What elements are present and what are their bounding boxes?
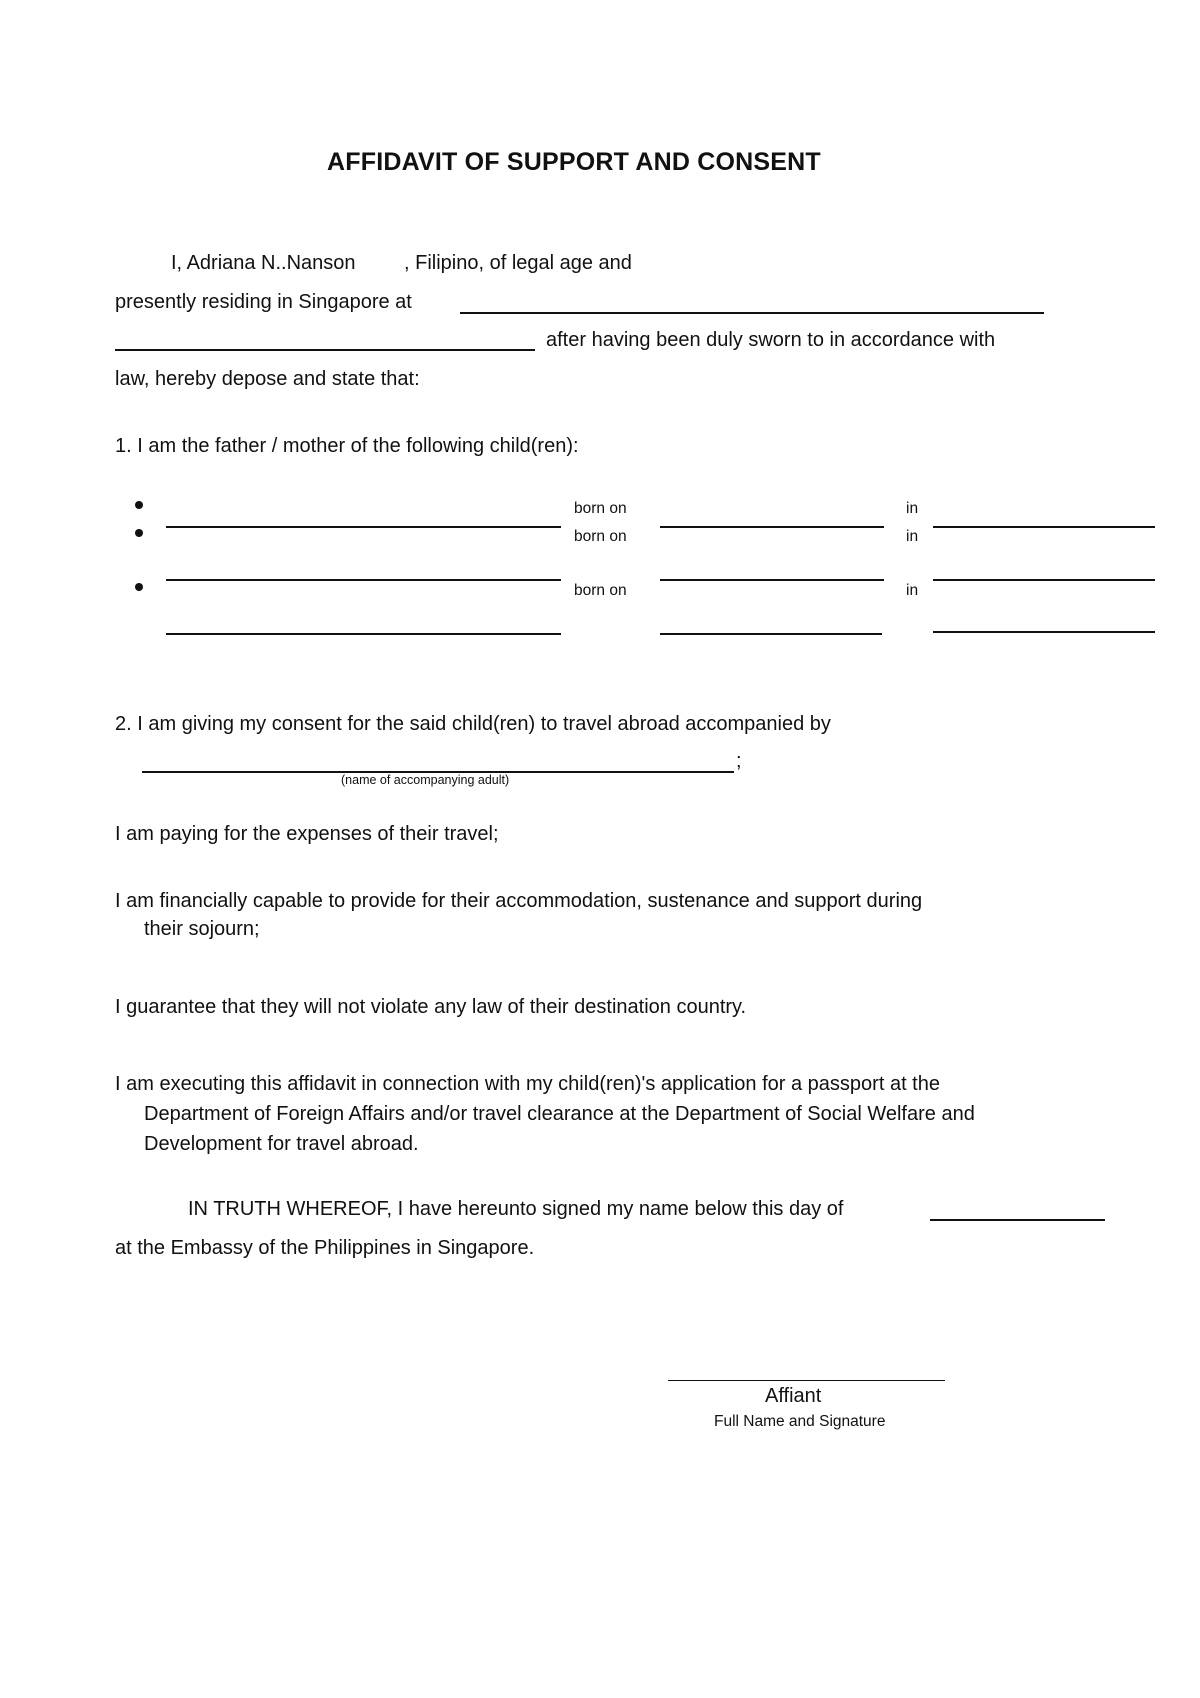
in-label: in [906,528,919,545]
birth-date-line-1[interactable] [660,526,884,528]
bullet-icon [135,501,143,509]
bullet-icon [135,529,143,537]
executing-text-line-3: Development for travel abroad. [144,1133,419,1155]
address-line-2[interactable] [115,349,535,351]
born-on-label: born on [574,528,627,545]
bullet-icon [135,583,143,591]
item-1-text: 1. I am the father / mother of the following child(ren): [115,435,579,457]
truth-text-line-1: IN TRUTH WHEREOF, I have hereunto signed my name below this day of [188,1198,844,1220]
residing-text: presently residing in Singapore at [115,291,412,313]
child-name-line-3[interactable] [166,633,561,635]
capable-text-line-2: their sojourn; [144,918,260,940]
date-line[interactable] [930,1219,1105,1221]
executing-text-line-1: I am executing this affidavit in connection with my child(ren)'s application for a passport at the [115,1073,940,1095]
birth-date-line-3[interactable] [660,633,882,635]
semicolon: ; [736,750,742,772]
accompanying-adult-caption: (name of accompanying adult) [341,773,510,787]
paying-text: I am paying for the expenses of their travel; [115,823,499,845]
affiant-label: Affiant [765,1385,822,1407]
child-name-line-2[interactable] [166,579,561,581]
capable-text-line-1: I am financially capable to provide for their accommodation, sustenance and support during [115,890,923,912]
document-title: AFFIDAVIT OF SUPPORT AND CONSENT [327,148,821,176]
born-on-label: born on [574,500,627,517]
affiant-name-text: I, Adriana N..Nanson [171,252,356,274]
birth-place-line-1[interactable] [933,526,1155,528]
born-on-label: born on [574,582,627,599]
sworn-text: after having been duly sworn to in accordance with [546,329,996,351]
nationality-text: , Filipino, of legal age and [404,252,632,274]
executing-text-line-2: Department of Foreign Affairs and/or travel clearance at the Department of Social Welfare and [144,1103,975,1125]
birth-place-line-3[interactable] [933,631,1155,633]
signature-line[interactable] [668,1380,945,1381]
in-label: in [906,582,919,599]
child-name-line-1[interactable] [166,526,561,528]
birth-date-line-2[interactable] [660,579,884,581]
truth-text-line-2: at the Embassy of the Philippines in Singapore. [115,1237,535,1259]
item-2-text: 2. I am giving my consent for the said child(ren) to travel abroad accompanied by [115,713,831,735]
depose-text: law, hereby depose and state that: [115,368,420,390]
address-line-1[interactable] [460,312,1044,314]
signature-caption: Full Name and Signature [714,1413,886,1430]
birth-place-line-2[interactable] [933,579,1155,581]
in-label: in [906,500,919,517]
guarantee-text: I guarantee that they will not violate any law of their destination country. [115,996,747,1018]
